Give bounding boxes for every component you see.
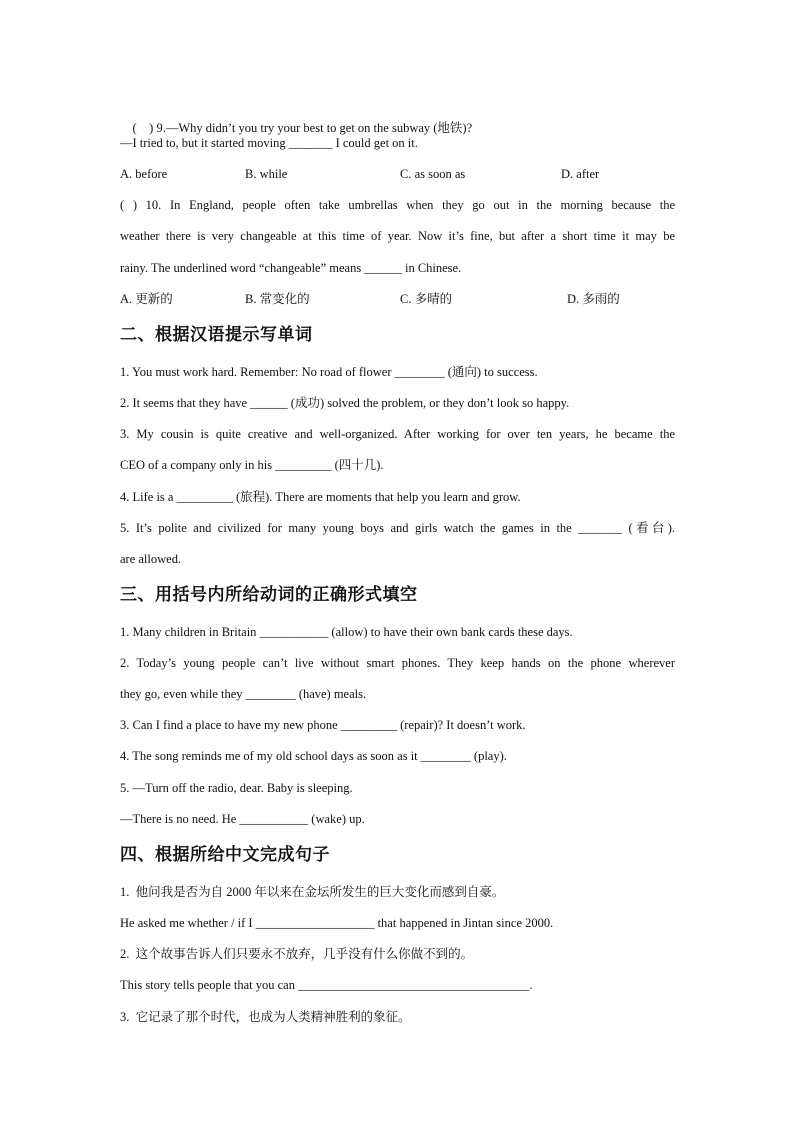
- q10-option-a: A. 更新的: [120, 292, 173, 306]
- section4-item: This story tells people that you can _____________________________________.: [120, 978, 533, 992]
- section3-item: 2. Today’s young people can’t live without smart phones. They keep hands on the phone wherever: [120, 656, 675, 670]
- section3-item: —There is no need. He ___________ (wake) up.: [120, 812, 365, 826]
- section2-item: CEO of a company only in his _________ (四十几).: [120, 458, 384, 472]
- q9-text: —Why didn’t you try your best to get on the subway (地铁)?: [165, 121, 473, 135]
- section2-item: 4. Life is a _________ (旅程). There are moments that help you learn and grow.: [120, 490, 521, 504]
- section3-item: they go, even while they ________ (have) meals.: [120, 687, 367, 701]
- section3-heading: 三、用括号内所给动词的正确形式填空: [120, 585, 418, 605]
- q9-prefix: ( ) 9.: [132, 121, 166, 135]
- section4-item: He asked me whether / if I ___________________ that happened in Jintan since 2000.: [120, 916, 554, 930]
- q10-line2: weather there is very changeable at this time of year. Now it’s fine, but after a short time it may be: [120, 229, 675, 243]
- section4-heading: 四、根据所给中文完成句子: [120, 845, 330, 865]
- q9-line2: —I tried to, but it started moving _______ I could get on it.: [120, 136, 418, 150]
- q9-option-b: B. while: [245, 167, 288, 181]
- section4-item: 1. 他问我是否为自 2000 年以来在金坛所发生的巨大变化而感到自豪。: [120, 885, 505, 899]
- section2-item: are allowed.: [120, 552, 182, 566]
- q9-option-c: C. as soon as: [400, 167, 466, 181]
- section3-item: 5. —Turn off the radio, dear. Baby is sleeping.: [120, 781, 353, 795]
- section2-item: 5. It’s polite and civilized for many young boys and girls watch the games in the _______ (看台).: [120, 521, 675, 535]
- section4-item: 2. 这个故事告诉人们只要永不放弃，几乎没有什么你做不到的。: [120, 947, 474, 961]
- section3-item: 3. Can I find a place to have my new phone _________ (repair)? It doesn’t work.: [120, 718, 526, 732]
- q10-line3: rainy. The underlined word “changeable” means ______ in Chinese.: [120, 261, 462, 275]
- section2-heading: 二、根据汉语提示写单词: [120, 325, 313, 345]
- section4-item: 3. 它记录了那个时代，也成为人类精神胜利的象征。: [120, 1010, 411, 1024]
- section2-item: 3. My cousin is quite creative and well-organized. After working for over ten years, he became the: [120, 427, 675, 441]
- section2-item: 2. It seems that they have ______ (成功) solved the problem, or they don’t look so happy.: [120, 396, 570, 410]
- q9-option-a: A. before: [120, 167, 168, 181]
- q10-line1: ( ) 10. In England, people often take umbrellas when they go out in the morning because the: [120, 198, 675, 212]
- section3-item: 4. The song reminds me of my old school days as soon as it ________ (play).: [120, 749, 507, 763]
- q10-option-c: C. 多晴的: [400, 292, 453, 306]
- q10-option-b: B. 常变化的: [245, 292, 310, 306]
- section2-item: 1. You must work hard. Remember: No road of flower ________ (通向) to success.: [120, 365, 538, 379]
- q9-option-d: D. after: [561, 167, 600, 181]
- q10-option-d: D. 多雨的: [567, 292, 620, 306]
- section3-item: 1. Many children in Britain ___________ (allow) to have their own bank cards these days.: [120, 625, 573, 639]
